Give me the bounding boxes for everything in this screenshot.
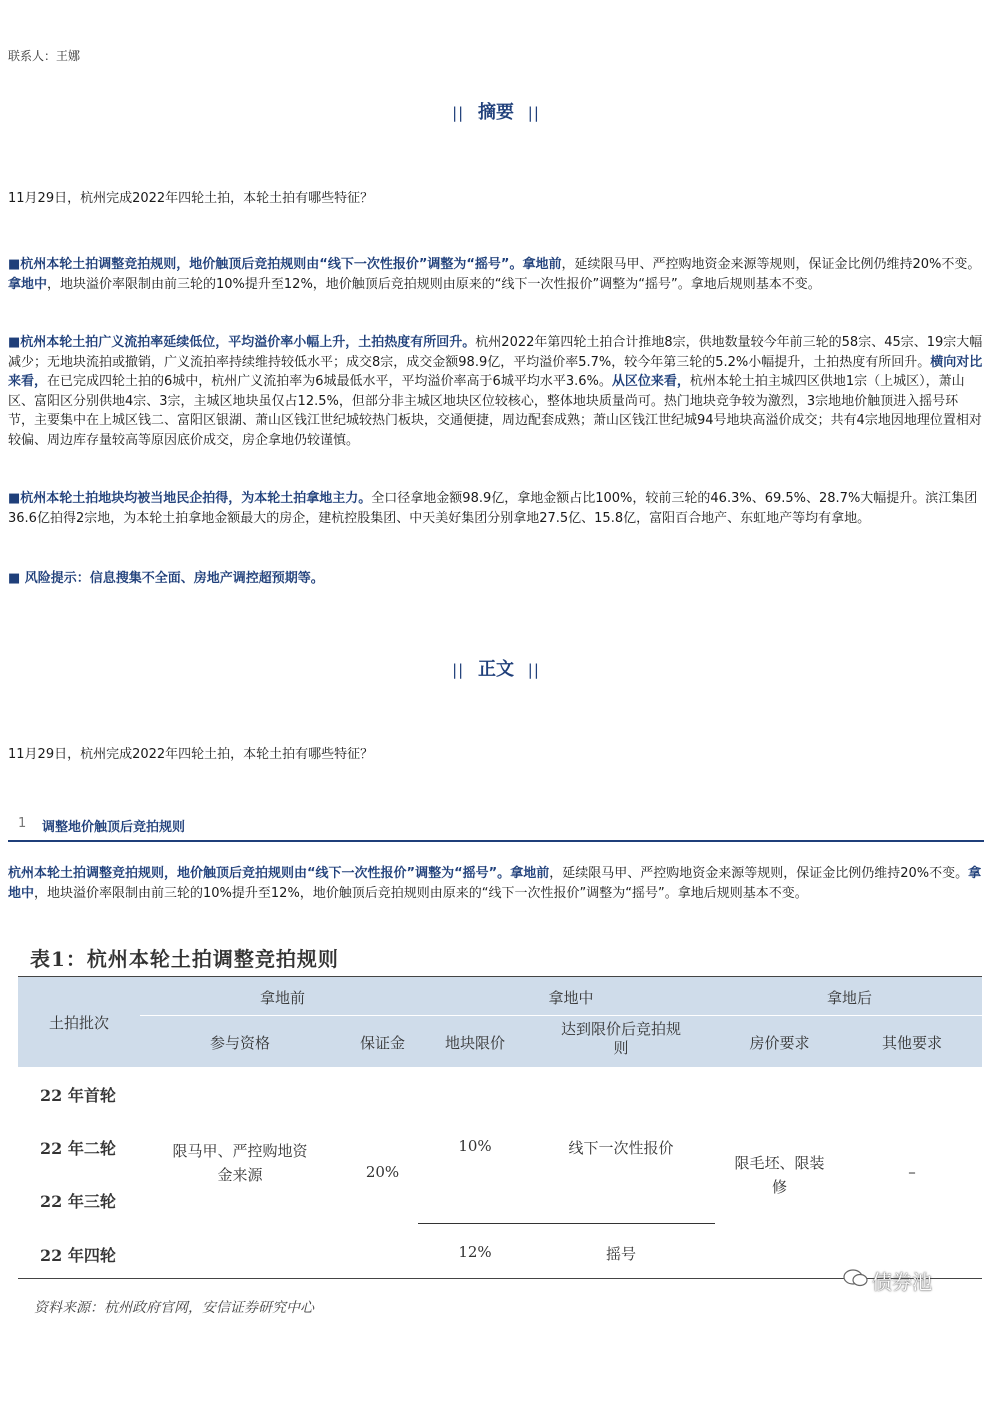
section-bar-left: || [452,661,470,679]
cell-price-line1: 限毛坯、限装 [734,1154,825,1172]
header-divider [140,1015,982,1016]
paragraph-lead: ■杭州本轮土拍地块均被当地民企拍得，为本轮土拍拿地主力。 [8,491,372,506]
wechat-icon [842,1268,870,1288]
subsection-title: 调整地价触顶后竞拍规则 [42,820,186,835]
group-during-header: 拿地中 [548,989,594,1007]
summary-section-title [0,98,992,124]
section-bar-right: || [522,104,540,122]
paragraph-text: ，延续限马甲、严控购地资金来源等规则，保证金比例仍维持20%不变。 [561,257,981,272]
cell-deposit: 20% [365,1163,400,1181]
paragraph-text: ，延续限马甲、严控购地资金来源等规则，保证金比例仍维持20%不变。 [549,866,969,881]
group-before-header: 拿地前 [259,989,305,1007]
section-bar-right: || [522,661,540,679]
table-header [18,977,982,1067]
table-row-label: 22 年二轮 [40,1139,116,1158]
col-deposit-header: 保证金 [359,1034,405,1052]
summary-intro: 11月29日，杭州完成2022年四轮土拍，本轮土拍有哪些特征？ [8,191,374,206]
col-batch-header: 土拍批次 [48,1014,109,1032]
col-rule-header-line1: 达到限价后竞拍规 [560,1020,681,1038]
cell-price-requirement [717,1151,842,1199]
cell-qualification-line2: 金来源 [217,1166,263,1184]
table-row-label: 22 年四轮 [40,1246,116,1265]
keyword-location: 从区位来看， [611,374,690,389]
paragraph-lead: ■杭州本轮土拍调整竞拍规则，地价触顶后竞拍规则由“线下一次性报价”调整为“摇号”。 [8,257,523,272]
paragraph-lead: ■杭州本轮土拍广义流拍率延续低位，平均溢价率小幅上升，土拍热度有所回升。 [8,335,476,350]
paragraph-text: 杭州本轮土拍主城四区供地1宗（上城区），萧山区、富阳区分别供地4宗、3宗，主城区地块虽仅占12.5%，但部分非主城区地块区位较核心，整体地块质量尚可。热门地块竞争较为激烈，3宗地地价触顶进入摇号环节，主要集中在上城区钱二、富阳区银湖、萧山区钱江世纪城较热门板块，交通便捷，周边配套成熟；萧山区钱江世纪城94号地块高溢价成交；共有4宗地因地理位置相对较偏、周边库存量较高等原因底价成交，房企拿地仍较谨慎。 [8,374,982,448]
cell-qualification-line1: 限马甲、严控购地资 [172,1142,308,1160]
keyword-horizontal: 横向对比来看， [8,354,983,389]
subsection-heading [8,812,984,842]
summary-paragraph-3 [8,489,984,528]
col-limit-header: 地块限价 [444,1034,505,1052]
cell-rule-new: 摇号 [605,1245,636,1263]
paragraph-lead: 杭州本轮土拍调整竞拍规则，地价触顶后竞拍规则由“线下一次性报价”调整为“摇号”。 [8,866,511,881]
cell-divider [418,1223,715,1224]
paragraph-text: 全口径拿地金额98.9亿，拿地金额占比100%，较前三轮的46.3%、69.5%、28.7%大幅提升。滨江集团36.6亿拍得2宗地，为本轮土拍拿地金额最大的房企，建杭控股集团、中天美好集团分别拿地27.5亿、15.8亿，富阳百合地产、东虹地产等均有拿地。 [8,491,978,526]
body-section-title [0,655,992,681]
cell-other-requirement: – [908,1163,916,1181]
cell-rule-old: 线下一次性报价 [568,1139,674,1157]
col-rule-header-line2: 则 [613,1039,629,1057]
contact-line: 联系人：王娜 [8,49,81,63]
col-other-header: 其他要求 [881,1034,942,1052]
subsection-number: 1 [18,816,27,831]
table-bottom-rule [18,1278,982,1279]
table-title: 表1：杭州本轮土拍调整竞拍规则 [30,947,339,971]
cell-qualification [140,1139,340,1187]
table-row-label: 22 年三轮 [40,1192,116,1211]
keyword-during: 拿地中 [8,866,982,901]
cell-limit-old: 10% [458,1137,492,1155]
keyword-before: 拿地前 [510,866,550,881]
paragraph-text: ，地块溢价率限制由前三轮的10%提升至12%，地价触顶后竞拍规则由原来的“线下一次性报价”调整为“摇号”。拿地后规则基本不变。 [34,885,808,901]
col-rule-header [525,1020,717,1058]
body-intro: 11月29日，杭州完成2022年四轮土拍，本轮土拍有哪些特征？ [8,747,374,762]
col-qual-header: 参与资格 [209,1034,270,1052]
keyword-during: 拿地中 [8,276,48,292]
section-title-text: 摘要 [478,102,514,123]
section-bar-left: || [452,104,470,122]
summary-paragraph-1 [8,255,984,294]
section-title-text: 正文 [478,659,514,680]
cell-limit-new: 12% [458,1243,492,1261]
table-source: 资料来源：杭州政府官网，安信证券研究中心 [34,1300,314,1316]
summary-paragraph-2 [8,333,984,450]
watermark-text: 债券池 [872,1270,932,1294]
group-after-header: 拿地后 [826,989,872,1007]
col-price-header: 房价要求 [749,1034,810,1052]
paragraph-text: 在已完成四轮土拍的6城中，杭州广义流拍率为6城最低水平，平均溢价率高于6城平均水平3.6%。 [47,374,612,389]
risk-warning: ■ 风险提示：信息搜集不全面、房地产调控超预期等。 [8,571,324,586]
cell-price-line2: 修 [771,1178,787,1196]
table-row-label: 22 年首轮 [40,1086,116,1105]
paragraph-text: ，地块溢价率限制由前三轮的10%提升至12%，地价触顶后竞拍规则由原来的“线下一次性报价”调整为“摇号”。拿地后规则基本不变。 [47,276,821,292]
body-paragraph-1 [8,864,984,903]
paragraph-text: 杭州2022年第四轮土拍合计推地8宗，供地数量较今年前三轮的58宗、45宗、19宗大幅减少；无地块流拍或撤销，广义流拍率持续维持较低水平；成交8宗，成交金额98.9亿，平均溢价率5.7%，较今年第三轮的5.2%小幅提升，土拍热度有所回升。 [8,335,983,370]
keyword-before: 拿地前 [522,257,562,272]
